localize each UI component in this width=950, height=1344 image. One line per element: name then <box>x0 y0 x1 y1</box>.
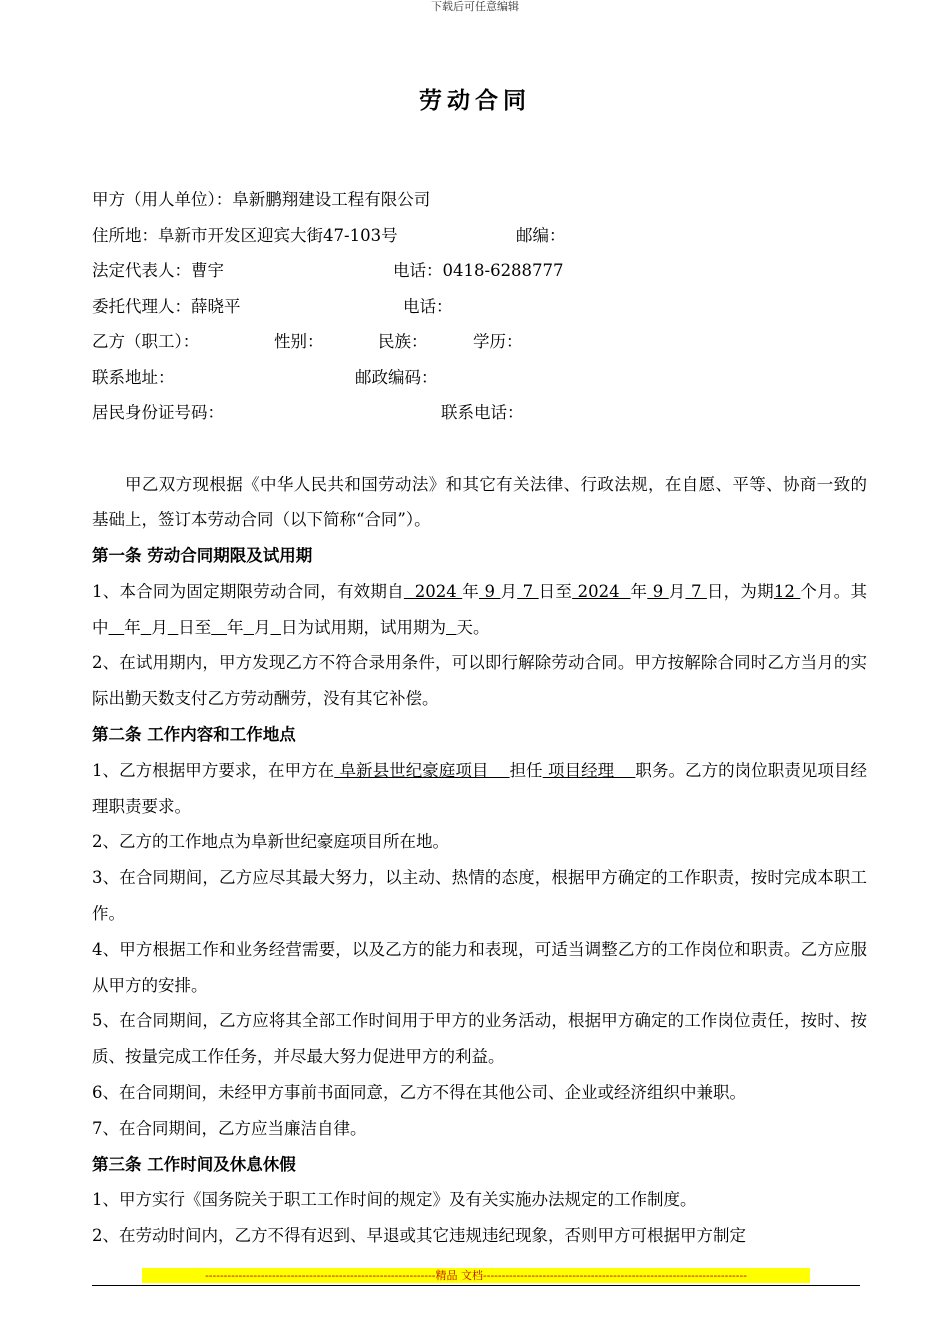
probation-blank <box>244 618 255 637</box>
contact-address-label: 联系地址： <box>92 367 175 387</box>
article-2-clause-3: 3、在合同期间，乙方应尽其最大努力，以主动、热情的态度，根据甲方确定的工作职责，按时完成本职工作。 <box>92 868 867 924</box>
start-day: 7 <box>517 581 539 601</box>
party-a: 甲方（用人单位）：阜新鹏翔建设工程有限公司 <box>92 190 431 209</box>
education-label: 学历： <box>473 332 523 351</box>
start-year: 2024 <box>403 581 463 601</box>
article-2-clause-7: 7、在合同期间，乙方应当廉洁自律。 <box>92 1118 367 1138</box>
term-months: 12 <box>773 581 801 601</box>
article-2-clause-4: 4、甲方根据工作和业务经营需要，以及乙方的能力和表现，可适当调整乙方的工作岗位和职责。乙方应服从甲方的安排。 <box>92 939 867 995</box>
agent: 委托代理人：薛晓平 <box>92 296 241 316</box>
postcode-label: 邮编： <box>516 225 566 245</box>
legal-representative: 法定代表人：曹宇 <box>92 261 224 280</box>
probation-blank <box>271 618 282 637</box>
address: 住所地：阜新市开发区迎宾大街47-103号 <box>92 225 398 245</box>
gender-label: 性别： <box>274 332 324 351</box>
article-1-clause-1: 1、本合同为固定期限劳动合同，有效期自 2024 年 9 月 7 日至 2024 年 9 月 7 日，为期12 个月。其中 年 月 日至 年 月 日为试用期，试用期为 天。 <box>92 581 868 637</box>
footer-tag: --------------------------------------------------------------精品 文档----------------------------------------------------------------------- <box>142 1268 810 1283</box>
article-3-clause-2: 2、在劳动时间内，乙方不得有迟到、早退或其它违规违纪现象，否则甲方可根据甲方制定 <box>92 1226 746 1246</box>
footer-divider <box>92 1285 860 1286</box>
legal-rep-row <box>92 253 867 289</box>
probation-days-blank <box>446 618 457 637</box>
article-2-clause-5: 5、在合同期间，乙方应将其全部工作时间用于甲方的业务活动，根据甲方确定的工作岗位责任，按时、按质、按量完成工作任务，并尽最大努力促进甲方的利益。 <box>92 1011 867 1067</box>
id-row <box>92 395 867 431</box>
ethnicity-label: 民族： <box>378 332 428 351</box>
legal-rep-phone: 电话：0418-6288777 <box>393 261 564 280</box>
article-1-clause-2: 2、在试用期内，甲方发现乙方不符合录用条件，可以即行解除劳动合同。甲方按解除合同时乙方当月的实际出勤天数支付乙方劳动酬劳，没有其它补偿。 <box>92 653 867 709</box>
job-position: 项目经理 <box>542 760 636 780</box>
end-month: 9 <box>647 581 669 601</box>
article-2-clause-2: 2、乙方的工作地点为阜新世纪豪庭项目所在地。 <box>92 832 449 852</box>
article-2-heading: 第二条 工作内容和工作地点 <box>92 725 296 745</box>
id-number-label: 居民身份证号码： <box>92 403 224 422</box>
header-note: 下载后可任意编辑 <box>431 0 519 13</box>
project-name: 阜新县世纪豪庭项目 <box>334 760 510 780</box>
article-2-clause-1: 1、乙方根据甲方要求，在甲方在 阜新县世纪豪庭项目 担任 项目经理 职务。乙方的岗位职责见项目经理职责要求。 <box>92 760 868 816</box>
probation-blank <box>211 618 227 637</box>
party-b: 乙方（职工）： <box>92 332 200 351</box>
article-3-heading: 第三条 工作时间及休息休假 <box>92 1154 296 1174</box>
article-1-heading: 第一条 劳动合同期限及试用期 <box>92 546 313 566</box>
intro-paragraph: 甲乙双方现根据《中华人民共和国劳动法》和其它有关法律、行政法规，在自愿、平等、协商一致的基础上，签订本劳动合同（以下简称“合同”）。 <box>92 474 867 530</box>
probation-blank <box>168 618 179 637</box>
contact-phone-label: 联系电话： <box>441 403 524 422</box>
contact-address-row <box>92 360 867 396</box>
article-2-clause-6: 6、在合同期间，未经甲方事前书面同意，乙方不得在其他公司、企业或经济组织中兼职。 <box>92 1083 746 1103</box>
party-a-row <box>92 182 867 218</box>
document-title: 劳动合同 <box>419 87 531 114</box>
end-year: 2024 <box>572 581 631 601</box>
article-3-clause-1: 1、甲方实行《国务院关于职工工作时间的规定》及有关实施办法规定的工作制度。 <box>92 1190 697 1210</box>
end-day: 7 <box>685 581 707 601</box>
contract-body <box>92 182 867 1254</box>
postal-code-label: 邮政编码： <box>355 367 438 387</box>
address-row <box>92 218 867 254</box>
probation-blank <box>109 618 125 637</box>
agent-row <box>92 289 867 325</box>
probation-blank <box>141 618 152 637</box>
start-month: 9 <box>479 581 501 601</box>
agent-phone: 电话： <box>403 296 453 316</box>
party-b-row <box>92 324 867 360</box>
